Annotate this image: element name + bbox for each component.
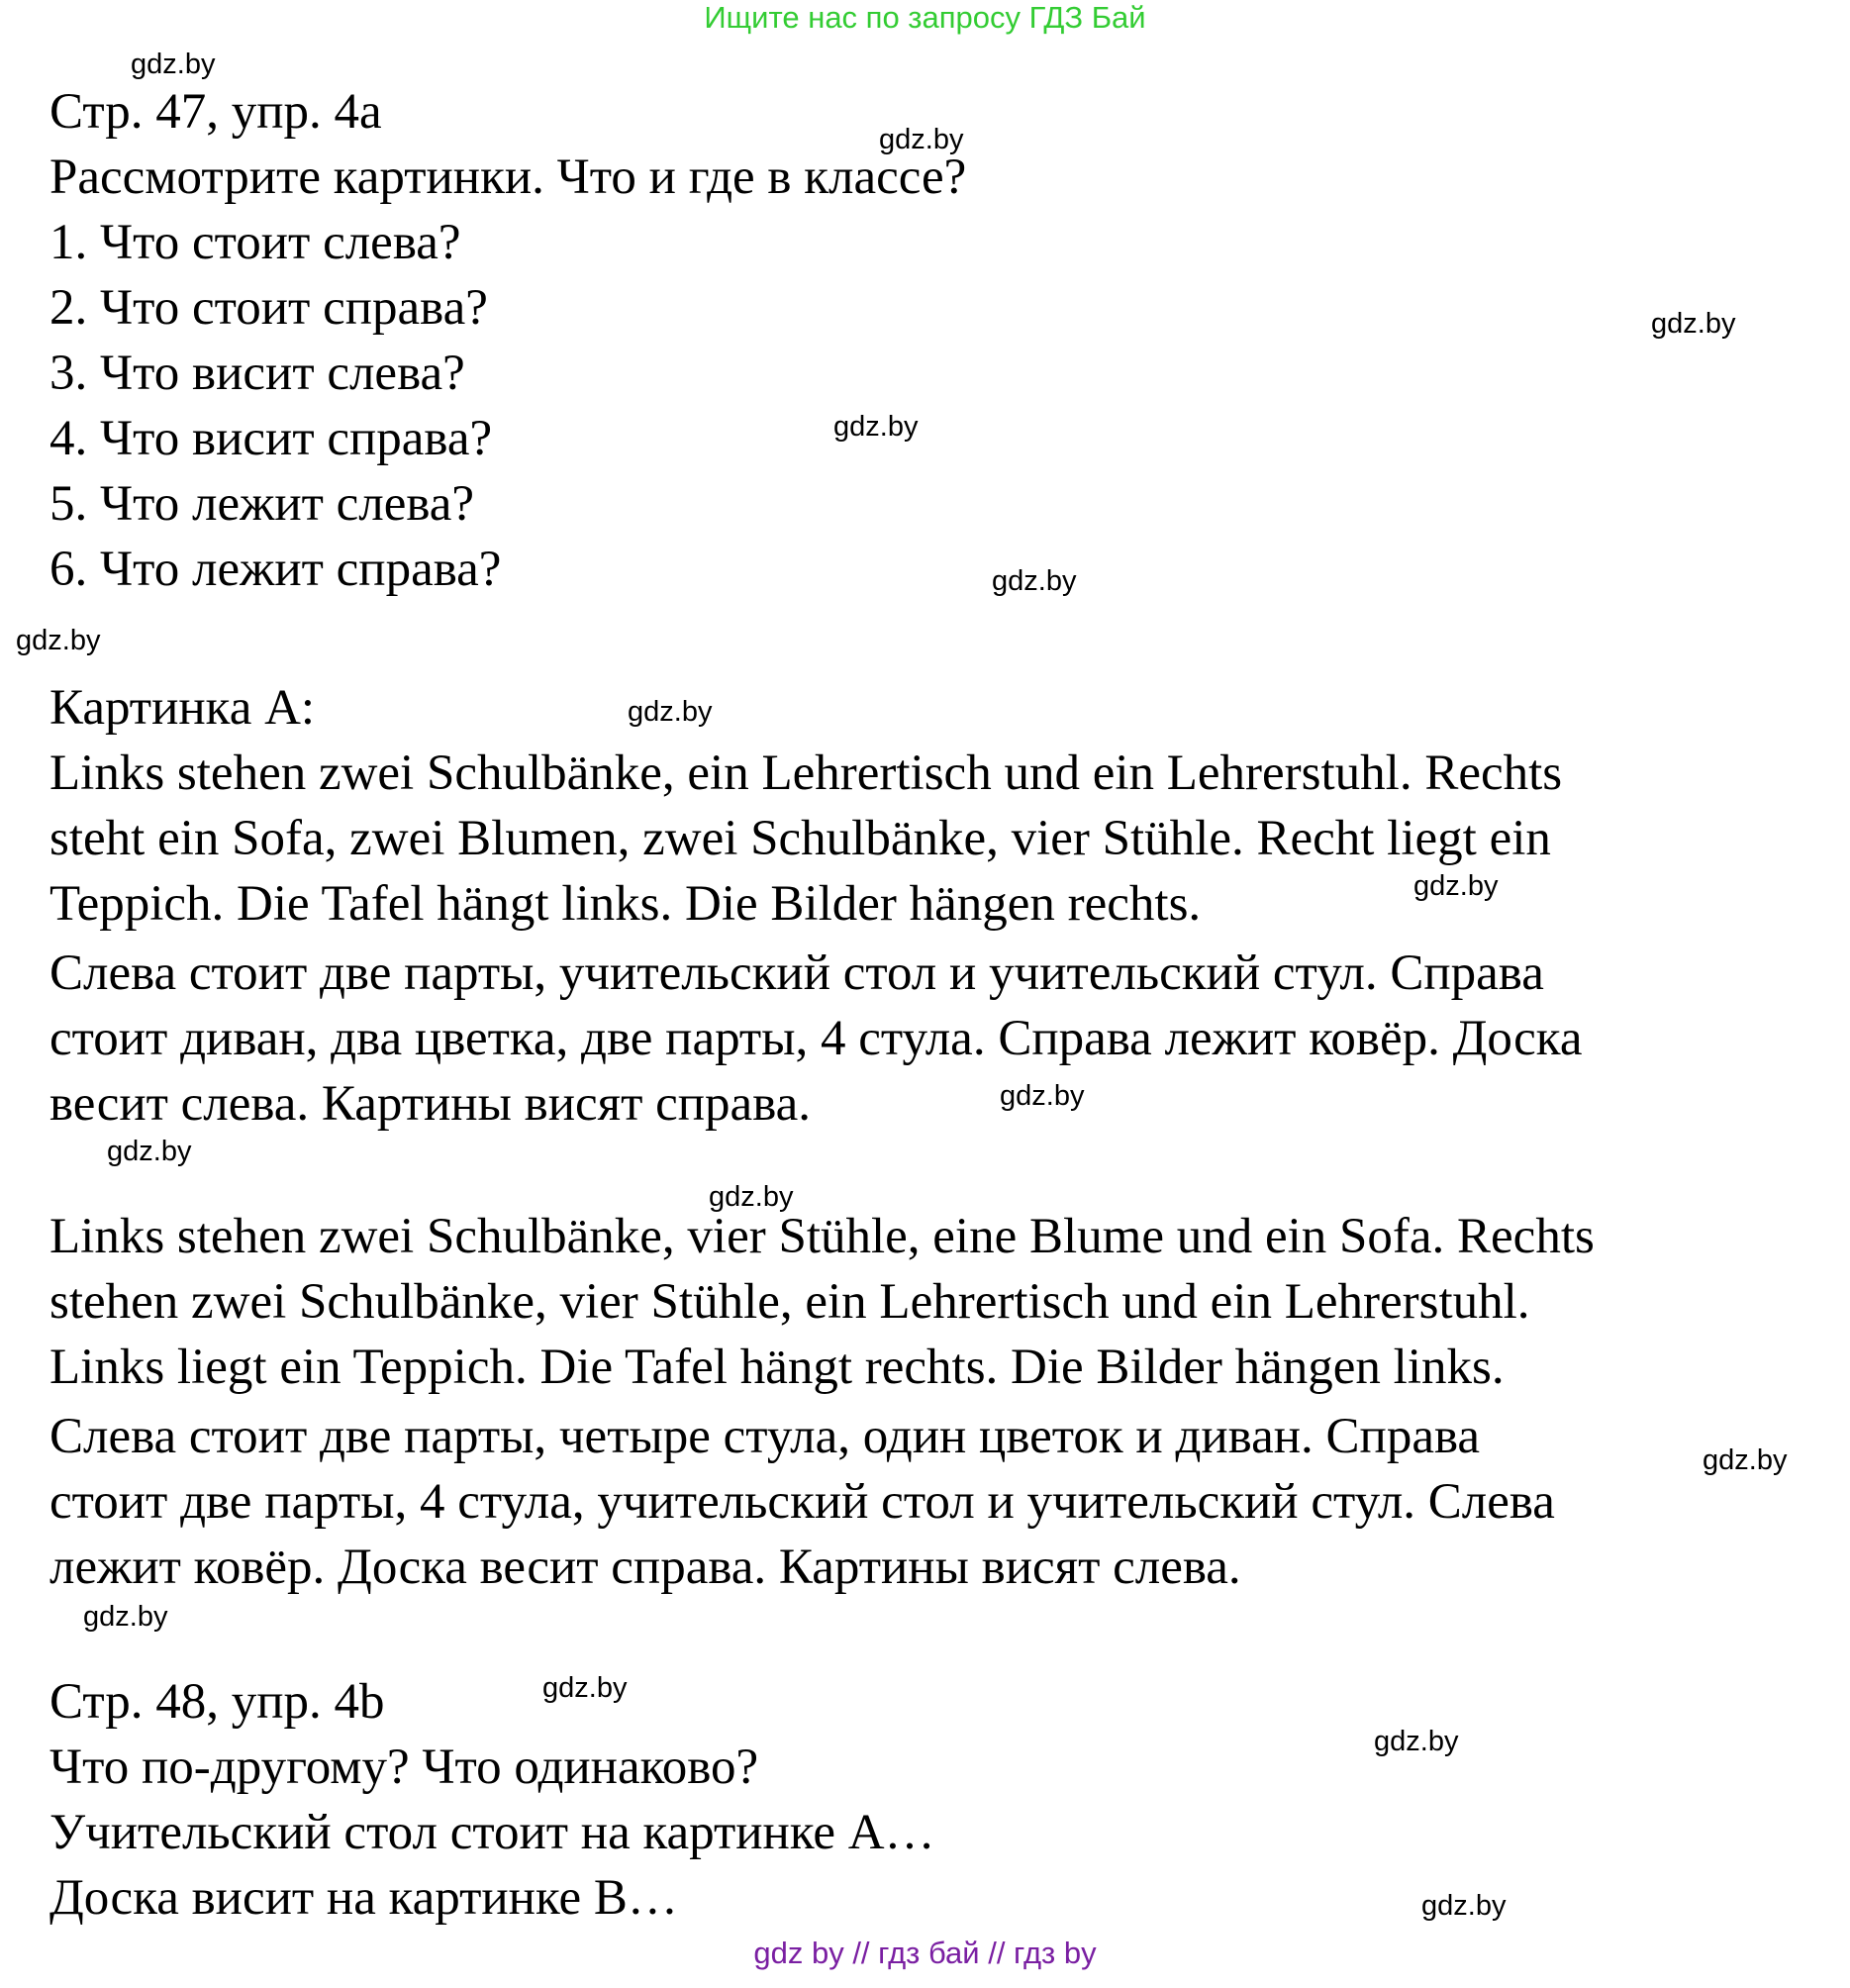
watermark: gdz.by bbox=[1374, 1726, 1459, 1757]
picture-b-german-line: stehen zwei Schulbänke, vier Stühle, ein Lehrertisch und ein Lehrerstuhl. bbox=[49, 1274, 1530, 1330]
picture-a-russian-line: Слева стоит две парты, учительский стол и учительский стул. Справа bbox=[49, 945, 1544, 1001]
picture-a-german-line: steht ein Sofa, zwei Blumen, zwei Schulbänke, vier Stühle. Recht liegt ein bbox=[49, 811, 1551, 866]
picture-a-german-line: Teppich. Die Tafel hängt links. Die Bilder hängen rechts. bbox=[49, 876, 1202, 932]
section2-line: Учительский стол стоит на картинке А… bbox=[49, 1805, 935, 1860]
section2-line: Что по-другому? Что одинаково? bbox=[49, 1740, 759, 1795]
section1-task: Рассмотрите картинки. Что и где в классе? bbox=[49, 149, 967, 205]
search-banner: Ищите нас по запросу ГДЗ Бай bbox=[704, 0, 1146, 35]
watermark: gdz.by bbox=[628, 696, 713, 728]
watermark: gdz.by bbox=[1651, 308, 1736, 340]
picture-a-label: Картинка А: bbox=[49, 680, 316, 736]
watermark: gdz.by bbox=[107, 1136, 192, 1167]
picture-b-russian-line: стоит две парты, 4 стула, учительский стол и учительский стул. Слева bbox=[49, 1474, 1555, 1530]
watermark: gdz.by bbox=[542, 1672, 628, 1704]
question-5: 5. Что лежит слева? bbox=[49, 476, 475, 532]
section2-heading: Стр. 48, упр. 4b bbox=[49, 1674, 385, 1730]
footer-links: gdz by // гдз бай // гдз by bbox=[753, 1936, 1097, 1970]
picture-a-russian-line: стоит диван, два цветка, две парты, 4 стула. Справа лежит ковёр. Доска bbox=[49, 1011, 1583, 1066]
watermark: gdz.by bbox=[1413, 870, 1499, 902]
picture-a-russian-line: весит слева. Картины висят справа. bbox=[49, 1076, 811, 1132]
watermark: gdz.by bbox=[833, 411, 919, 443]
section1-heading: Стр. 47, упр. 4а bbox=[49, 84, 382, 140]
picture-a-german-line: Links stehen zwei Schulbänke, ein Lehrertisch und ein Lehrerstuhl. Rechts bbox=[49, 746, 1563, 801]
watermark: gdz.by bbox=[16, 625, 101, 656]
question-1: 1. Что стоит слева? bbox=[49, 215, 461, 270]
watermark: gdz.by bbox=[131, 49, 216, 80]
question-6: 6. Что лежит справа? bbox=[49, 542, 502, 597]
watermark: gdz.by bbox=[83, 1601, 168, 1633]
picture-b-german-line: Links liegt ein Teppich. Die Tafel hängt rechts. Die Bilder hängen links. bbox=[49, 1340, 1505, 1395]
question-3: 3. Что висит слева? bbox=[49, 346, 465, 401]
watermark: gdz.by bbox=[709, 1181, 794, 1213]
question-2: 2. Что стоит справа? bbox=[49, 280, 488, 336]
watermark: gdz.by bbox=[1000, 1080, 1085, 1112]
question-4: 4. Что висит справа? bbox=[49, 411, 493, 466]
picture-b-russian-line: Слева стоит две парты, четыре стула, один цветок и диван. Справа bbox=[49, 1409, 1481, 1464]
picture-b-russian-line: лежит ковёр. Доска весит справа. Картины висят слева. bbox=[49, 1540, 1241, 1595]
watermark: gdz.by bbox=[992, 565, 1077, 597]
watermark: gdz.by bbox=[879, 124, 964, 155]
watermark: gdz.by bbox=[1421, 1890, 1507, 1922]
section2-line: Доска висит на картинке В… bbox=[49, 1870, 678, 1926]
watermark: gdz.by bbox=[1703, 1444, 1788, 1476]
picture-b-german-line: Links stehen zwei Schulbänke, vier Stühle, eine Blume und ein Sofa. Rechts bbox=[49, 1209, 1595, 1264]
